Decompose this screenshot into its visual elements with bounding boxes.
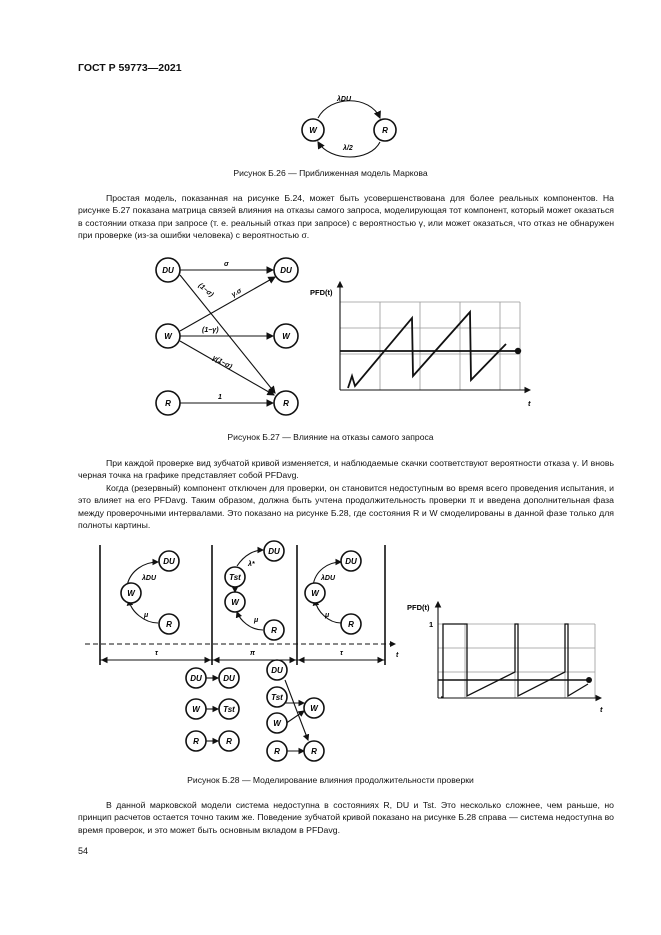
svg-text:R: R: [382, 126, 388, 135]
tr1-tst: [219, 699, 239, 719]
paragraph-2: При каждой проверке вид зубчатой кривой изменяется, и наблюдаемые скачки соответствуют вероятности отказа γ. И вновь черная точка на графике представляет собой PFDavg. Когда (резервный) компонент отключен для проверки, он становится недоступным во время всего проведения испытания, и это влияет на его PFDavg. Таким образом, должна быть учтена продолжительность проверки π и введена дополнительная фаза между проверочными интервалами. Это показано на рисунке Б.28, где состояния R и W смоделированы в данной фазе только для полноты картины.: [78, 458, 614, 531]
pfd-avg-dot: [586, 677, 592, 683]
tr2-tst: [267, 687, 287, 707]
svg-text:R: R: [348, 620, 354, 629]
tr1-r-b: [219, 731, 239, 751]
figure-b27-caption: Рисунок Б.27 — Влияние на отказы самого запроса: [227, 432, 434, 442]
p1-w: [121, 583, 141, 603]
svg-text:W: W: [127, 589, 135, 598]
tr1-r-a: [186, 731, 206, 751]
svg-text:DU: DU: [223, 674, 235, 683]
tr2-r-b: [304, 741, 324, 761]
svg-text:W: W: [273, 719, 281, 728]
node-w: [302, 119, 324, 141]
tr2-du: [267, 660, 287, 680]
p2-du: [264, 541, 284, 561]
p3-r: [341, 614, 361, 634]
svg-text:DU: DU: [345, 557, 357, 566]
p3-lambda: λDU: [321, 575, 336, 582]
edge-label-gamma-sigma: γ.σ: [230, 287, 244, 299]
paragraph-3: В данной марковской модели система недоступна в состояниях R, DU и Tst. Это несколько сложнее, чем раньше, но принцип расчетов остается точно таким же. Поведение зубчатой кривой показано на рисунке Б.28 справа — система недоступна во время проверок, и это может быть основным вкладом в PFDavg.: [78, 800, 614, 835]
svg-text:R: R: [283, 399, 289, 408]
node-du-right: [274, 258, 298, 282]
svg-text:R: R: [274, 747, 280, 756]
svg-text:DU: DU: [268, 547, 280, 556]
svg-text:Tst: Tst: [229, 573, 241, 582]
node-r-left: [156, 391, 180, 415]
node-r-right: [274, 391, 298, 415]
svg-text:W: W: [311, 589, 319, 598]
lambda-du-label: λDU: [337, 96, 352, 103]
p3-mu: μ: [325, 612, 330, 619]
paragraph-1: Простая модель, показанная на рисунке Б.24, может быть усовершенствована для более реальных компонентов. На рисунке Б.27 показана матрица связей влияния на отказы самого запроса, моделирующая тот компонент, который может оказаться в состоянии отказа при запросе (т. е. реальный отказ при запросе) с вероятностью γ, или может оказаться, что отказ не обнаружен при проверке (из-за ошибки человека) с вероятностью σ.: [78, 193, 614, 241]
edge-label-one-minus-sigma: (1−σ): [196, 282, 215, 299]
pfd-avg-dot: [515, 348, 521, 354]
node-w-left: [156, 324, 180, 348]
svg-text:R: R: [165, 399, 171, 408]
plot-xlabel: t: [528, 399, 531, 408]
edge-label-gamma-one-minus-sigma: γ(1−σ): [211, 354, 234, 371]
node-w-right: [274, 324, 298, 348]
svg-text:R: R: [166, 620, 172, 629]
p3-du: [341, 551, 361, 571]
svg-text:R: R: [271, 626, 277, 635]
svg-text:Tst: Tst: [223, 705, 235, 714]
p1-du: [159, 551, 179, 571]
tr1-w: [186, 699, 206, 719]
edge-label-sigma: σ: [224, 261, 229, 268]
plot-xlabel: t: [600, 705, 603, 714]
svg-text:DU: DU: [271, 666, 283, 675]
p2-r: [264, 620, 284, 640]
p2-mu: μ: [254, 617, 259, 624]
p3-w: [305, 583, 325, 603]
tr1-du-a: [186, 668, 206, 688]
markov-diagram-b27: [150, 255, 310, 415]
svg-text:W: W: [310, 704, 318, 713]
svg-text:R: R: [193, 737, 199, 746]
p2-lambda-star: λ*: [248, 561, 255, 568]
page-number: 54: [78, 846, 89, 856]
tau-label-1: τ: [155, 650, 158, 657]
svg-text:W: W: [192, 705, 200, 714]
svg-text:W: W: [282, 332, 290, 341]
svg-text:W: W: [231, 598, 239, 607]
p2-w: [225, 592, 245, 612]
svg-text:DU: DU: [162, 266, 174, 275]
markov-diagram-b26: [290, 90, 410, 160]
svg-text:R: R: [311, 747, 317, 756]
svg-text:Tst: Tst: [271, 693, 283, 702]
pfd-plot-b27: [310, 280, 540, 410]
p1-mu: μ: [144, 612, 149, 619]
tr2-r-a: [267, 741, 287, 761]
svg-text:DU: DU: [190, 674, 202, 683]
plot-ylabel: PFD(t): [407, 603, 430, 612]
markov-diagram-b28: [85, 540, 405, 770]
node-du-left: [156, 258, 180, 282]
edge-label-one-minus-gamma: (1−γ): [202, 327, 219, 334]
plot-ylabel: PFD(t): [310, 288, 333, 297]
svg-text:W: W: [164, 332, 172, 341]
node-r: [374, 119, 396, 141]
figure-b28-caption: Рисунок Б.28 — Моделирование влияния продолжительности проверки: [187, 775, 474, 785]
edge-label-one: 1: [218, 394, 222, 401]
plot-y-tick-1: 1: [429, 620, 434, 629]
svg-text:DU: DU: [163, 557, 175, 566]
tr2-w-a: [267, 713, 287, 733]
pi-label: π: [250, 650, 255, 657]
tau-label-2: τ: [340, 650, 343, 657]
document-header: ГОСТ Р 59773—2021: [78, 62, 182, 74]
figure-b26-caption: Рисунок Б.26 — Приближенная модель Маркова: [233, 168, 428, 178]
p1-r: [159, 614, 179, 634]
svg-text:W: W: [309, 126, 317, 135]
tr2-w-b: [304, 698, 324, 718]
tr1-du-b: [219, 668, 239, 688]
svg-text:DU: DU: [280, 266, 292, 275]
p2-tst: [225, 567, 245, 587]
mu-label: λ/2: [343, 145, 353, 152]
time-axis-label: t: [396, 652, 399, 659]
p1-lambda: λDU: [142, 575, 157, 582]
pfd-plot-b28: [405, 600, 605, 715]
svg-text:R: R: [226, 737, 232, 746]
